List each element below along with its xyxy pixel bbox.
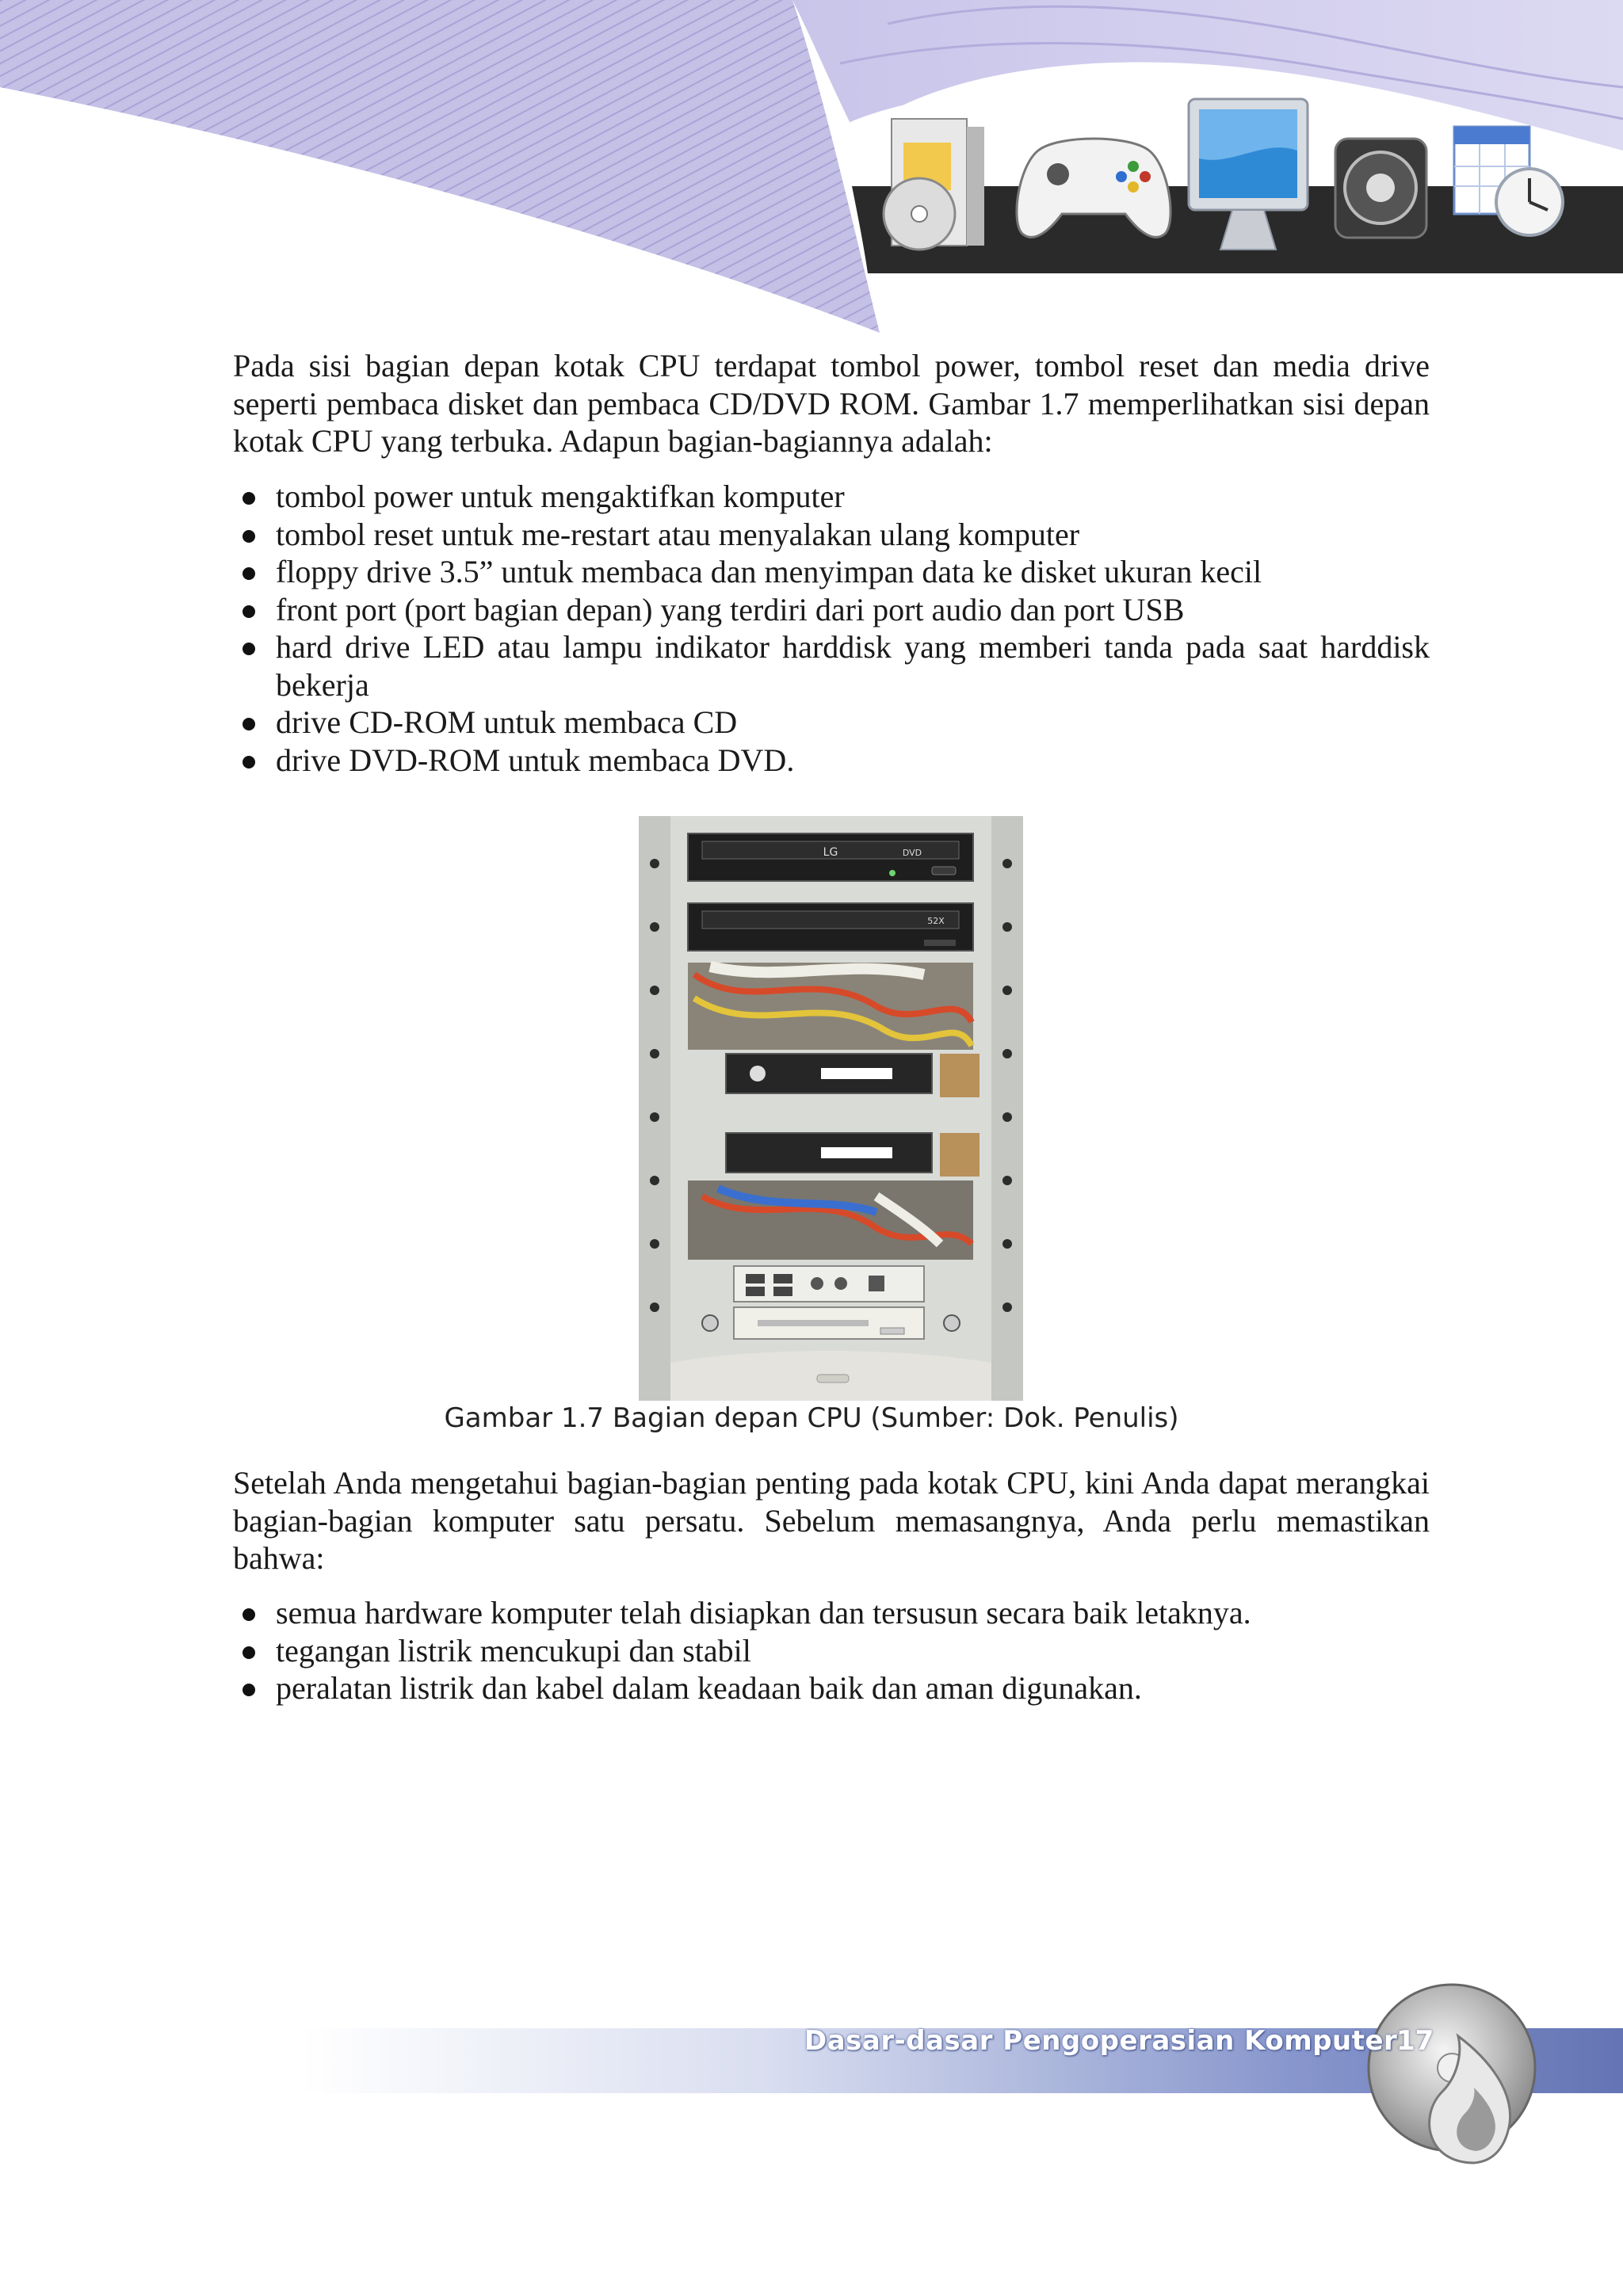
bullet-icon	[242, 643, 255, 655]
list-item: peralatan listrik dan kabel dalam keadaan baik dan aman digunakan.	[233, 1669, 1430, 1707]
bullet-icon	[242, 530, 255, 543]
intro-paragraph: Pada sisi bagian depan kotak CPU terdapat tombol power, tombol reset dan media drive seperti pembaca disket dan pembaca CD/DVD ROM. Gambar 1.7 memperlihatkan sisi depan kotak CPU yang terbuka. Adapun bagian-bagiannya adalah:	[233, 348, 1430, 459]
bullet-icon	[242, 1684, 255, 1696]
list-item: semua hardware komputer telah disiapkan dan tersusun secara baik letaknya.	[233, 1594, 1430, 1632]
cpu-front-parts-list	[233, 478, 1430, 779]
page-number: 17	[1396, 2025, 1434, 2057]
disc-flame-logo-icon	[1369, 1985, 1535, 2163]
game-controller-icon	[1017, 139, 1170, 237]
bullet-icon	[242, 756, 255, 769]
front-port-panel	[734, 1266, 924, 1302]
figure-caption: Gambar 1.7 Bagian depan CPU (Sumber: Dok. Penulis)	[444, 1402, 1179, 1434]
cpu-front-photo	[639, 816, 1023, 1401]
list-item: tombol power untuk mengaktifkan komputer	[233, 478, 1430, 516]
list-item: hard drive LED atau lampu indikator harddisk yang memberi tanda pada saat harddisk bekerja	[233, 628, 1430, 704]
list-item: front port (port bagian depan) yang terdiri dari port audio dan port USB	[233, 591, 1430, 629]
second-paragraph: Setelah Anda mengetahui bagian-bagian penting pada kotak CPU, kini Anda dapat merangkai bagian-bagian komputer satu persatu. Sebelum memasangnya, Anda perlu memastikan bahwa:	[233, 1465, 1430, 1576]
list-item: drive CD-ROM untuk membaca CD	[233, 704, 1430, 742]
bullet-icon	[242, 567, 255, 580]
list-item: floppy drive 3.5” untuk membaca dan menyimpan data ke disket ukuran kecil	[233, 553, 1430, 591]
floppy-drive	[734, 1307, 924, 1339]
cd-rom-drive	[688, 903, 973, 951]
calendar-clock-icon	[1454, 127, 1563, 235]
bullet-icon	[242, 605, 255, 618]
header-icon-row	[860, 95, 1573, 277]
list-item: drive DVD-ROM untuk membaca DVD.	[233, 742, 1430, 780]
footer-decoration	[0, 1949, 1623, 2187]
bullet-icon	[242, 1646, 255, 1659]
drive-speed-label: 52X	[927, 916, 945, 926]
list-item: tombol reset untuk me-restart atau menyalakan ulang komputer	[233, 516, 1430, 554]
bullet-icon	[242, 492, 255, 505]
list-item: tegangan listrik mencukupi dan stabil	[233, 1632, 1430, 1670]
bullet-icon	[242, 1608, 255, 1621]
monitor-icon	[1189, 99, 1308, 250]
book-title: Dasar-dasar Pengoperasian Komputer	[804, 2025, 1398, 2057]
preparation-checklist	[233, 1594, 1430, 1707]
software-box-icon	[884, 119, 984, 250]
drive-brand-label: LG	[823, 846, 838, 859]
drive-format-label: DVD	[902, 848, 922, 858]
bullet-icon	[242, 718, 255, 730]
speaker-icon	[1335, 139, 1426, 238]
dvd-rom-drive	[688, 833, 973, 881]
